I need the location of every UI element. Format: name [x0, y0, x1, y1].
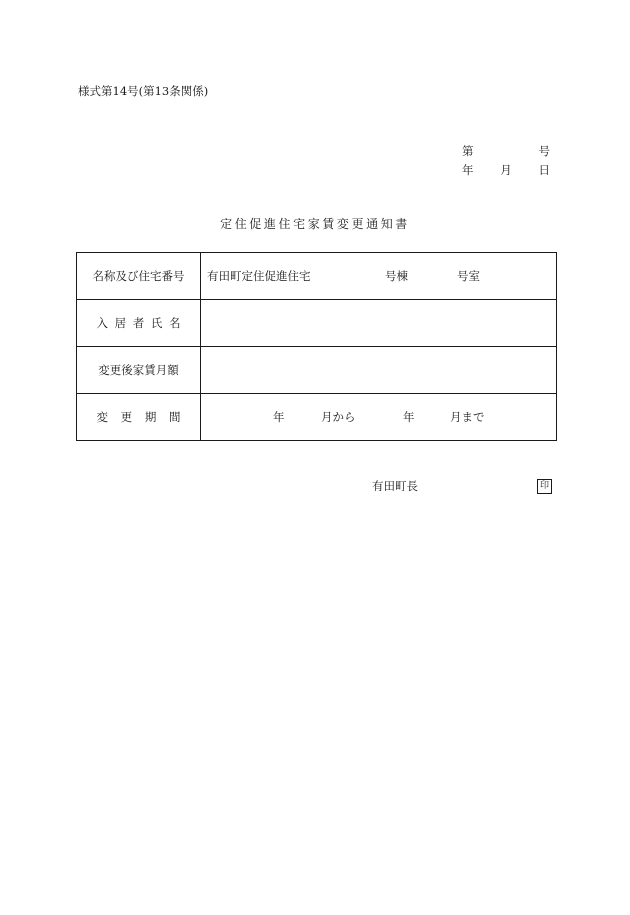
notice-form-table [76, 252, 557, 441]
date-month: 月 [500, 163, 512, 177]
row-label-text: 変更後家賃月額 [98, 363, 179, 377]
issuer-name: 有田町長 [372, 479, 418, 493]
document-number-line [462, 143, 550, 159]
table-row [77, 347, 557, 394]
seal-mark: 印 [537, 479, 552, 494]
period-start-year: 年 [273, 410, 285, 424]
date-year: 年 [462, 163, 474, 177]
form-reference: 様式第14号(第13条関係) [78, 84, 209, 98]
building-number-suffix: 号棟 [385, 269, 408, 283]
row-label-change-period [77, 394, 201, 441]
doc-number-suffix: 号 [538, 144, 550, 158]
table-row [77, 300, 557, 347]
period-end-year: 年 [403, 410, 415, 424]
row-label-text: 入 居 者 氏 名 [96, 316, 181, 330]
row-label-text: 名称及び住宅番号 [92, 269, 185, 283]
row-value-new-rent [201, 347, 557, 394]
row-value-change-period [201, 394, 557, 441]
row-label-text: 変 更 期 間 [96, 410, 181, 424]
date-day: 日 [538, 163, 550, 177]
table-row [77, 253, 557, 300]
document-title: 定住促進住宅家賃変更通知書 [220, 217, 410, 231]
row-value-tenant-name [201, 300, 557, 347]
period-start-month: 月から [321, 410, 356, 424]
row-label-new-rent [77, 347, 201, 394]
date-line [462, 162, 550, 178]
row-label-tenant-name [77, 300, 201, 347]
doc-number-prefix: 第 [462, 144, 474, 158]
row-label-housing-name [77, 253, 201, 300]
table-row [77, 394, 557, 441]
room-number-suffix: 号室 [457, 269, 480, 283]
housing-name-value: 有田町定住促進住宅 [207, 269, 311, 283]
period-end-month: 月まで [450, 410, 485, 424]
row-value-housing-name [201, 253, 557, 300]
